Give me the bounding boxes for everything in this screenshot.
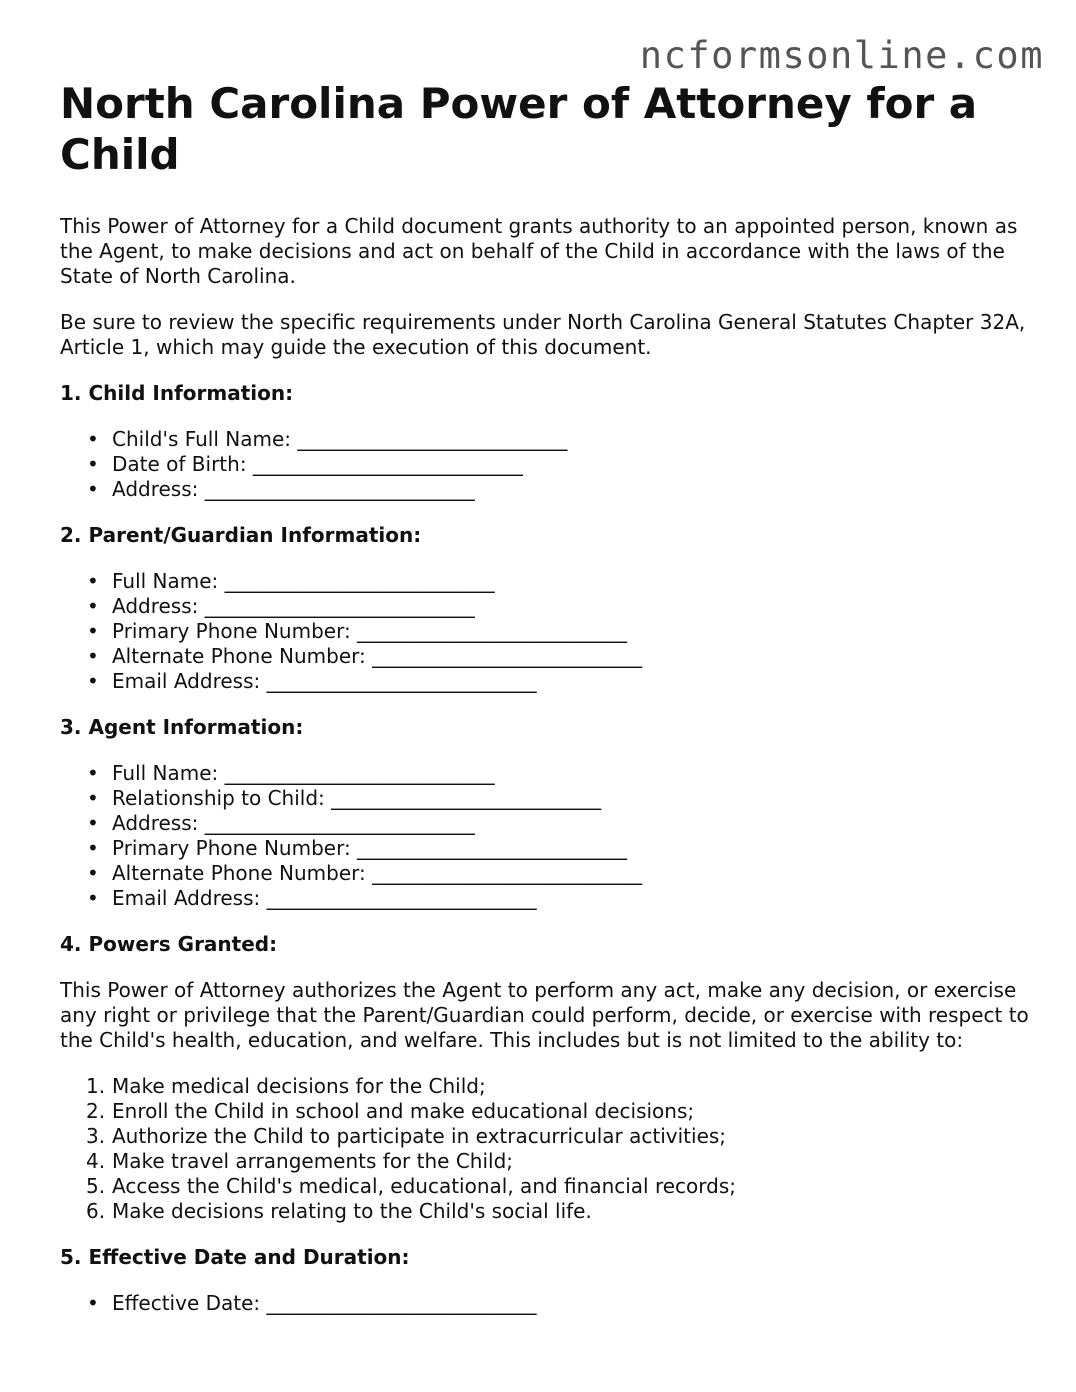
field-label: Full Name: [112,569,219,593]
field-label: Primary Phone Number: [112,836,351,860]
fill-in-blank[interactable]: ___________________________ [266,886,537,910]
field-agent-full-name[interactable] [60,761,1030,786]
field-child-full-name[interactable] [60,427,1030,452]
fill-in-blank[interactable]: ___________________________ [224,761,495,785]
power-item: Access the Child's medical, educational, and financial records; [112,1174,737,1198]
section-heading-agent: 3. Agent Information: [60,715,304,739]
power-item: Make decisions relating to the Child's social life. [112,1199,592,1223]
field-label: Alternate Phone Number: [112,861,366,885]
fill-in-blank[interactable]: ___________________________ [266,669,537,693]
field-agent-relationship[interactable] [60,786,1030,811]
field-parent-email[interactable] [60,669,1030,694]
fill-in-blank[interactable]: ___________________________ [372,644,643,668]
field-parent-alternate-phone[interactable] [60,644,1030,669]
field-parent-address[interactable] [60,594,1030,619]
field-label: Alternate Phone Number: [112,644,366,668]
section-heading-powers: 4. Powers Granted: [60,932,278,956]
field-label: Effective Date: [112,1291,261,1315]
fill-in-blank[interactable]: ___________________________ [266,1291,537,1315]
field-label: Relationship to Child: [112,786,325,810]
fill-in-blank[interactable]: ___________________________ [224,569,495,593]
fill-in-blank[interactable]: ___________________________ [357,836,628,860]
field-parent-full-name[interactable] [60,569,1030,594]
field-child-address[interactable] [60,477,1030,502]
page-title: North Carolina Power of Attorney for a Child [60,79,978,179]
power-item: Make medical decisions for the Child; [112,1074,486,1098]
field-agent-address[interactable] [60,811,1030,836]
field-effective-date[interactable] [60,1291,1030,1316]
intro-paragraph-1: This Power of Attorney for a Child document grants authority to an appointed person, known as the Agent, to make decisions and act on behalf of the Child in accordance with the laws of the State of North Carolina. [60,214,1018,288]
fill-in-blank[interactable]: ___________________________ [204,811,475,835]
section-heading-parent: 2. Parent/Guardian Information: [60,523,422,547]
field-label: Address: [112,594,199,618]
fill-in-blank[interactable]: ___________________________ [252,452,523,476]
field-label: Email Address: [112,669,261,693]
powers-paragraph: This Power of Attorney authorizes the Agent to perform any act, make any decision, or exercise any right or privilege that the Parent/Guardian could perform, decide, or exercise with respect to the Child's health, education, and welfare. This includes but is not limited to the ability to: [60,978,1029,1052]
parent-fields-list [60,569,1030,694]
powers-list [60,1074,1030,1224]
field-label: Address: [112,477,199,501]
field-child-date-of-birth[interactable] [60,452,1030,477]
power-item: Enroll the Child in school and make educational decisions; [112,1099,695,1123]
field-label: Date of Birth: [112,452,247,476]
field-label: Email Address: [112,886,261,910]
fill-in-blank[interactable]: ___________________________ [357,619,628,643]
document-page [60,78,1030,1316]
effective-fields-list [60,1291,1030,1316]
field-label: Child's Full Name: [112,427,292,451]
fill-in-blank[interactable]: ___________________________ [331,786,602,810]
field-agent-alternate-phone[interactable] [60,861,1030,886]
field-agent-primary-phone[interactable] [60,836,1030,861]
fill-in-blank[interactable]: ___________________________ [297,427,568,451]
field-label: Primary Phone Number: [112,619,351,643]
field-agent-email[interactable] [60,886,1030,911]
child-fields-list [60,427,1030,502]
section-heading-effective: 5. Effective Date and Duration: [60,1245,410,1269]
field-parent-primary-phone[interactable] [60,619,1030,644]
watermark: ncformsonline.com [639,34,1044,77]
field-label: Address: [112,811,199,835]
intro-paragraph-2: Be sure to review the specific requirements under North Carolina General Statutes Chapter 32A, Article 1, which may guide the execution of this document. [60,310,1026,359]
agent-fields-list [60,761,1030,911]
power-item: Make travel arrangements for the Child; [112,1149,514,1173]
field-label: Full Name: [112,761,219,785]
fill-in-blank[interactable]: ___________________________ [204,594,475,618]
fill-in-blank[interactable]: ___________________________ [204,477,475,501]
fill-in-blank[interactable]: ___________________________ [372,861,643,885]
section-heading-child: 1. Child Information: [60,381,294,405]
power-item: Authorize the Child to participate in extracurricular activities; [112,1124,727,1148]
